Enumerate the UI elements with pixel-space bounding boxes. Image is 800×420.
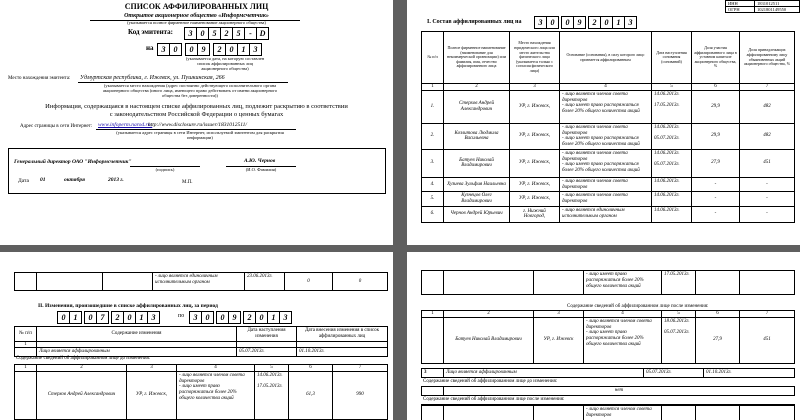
location-label: Место нахождения эмитента: bbox=[8, 76, 71, 81]
disclosure-text: с законодательством Российской Федерации о ценных бумагах bbox=[109, 111, 284, 118]
col-header: Доля участия аффилированного лица в уставном капитале акционерного общества, % bbox=[692, 32, 740, 84]
location-caption: акционерного общества (иного лица, имеющего право действовать от имени акционерного bbox=[102, 88, 278, 93]
page-2 bbox=[407, 0, 800, 245]
table-row: 2. Козлитова Людмила Васильевна УР, г. Ижевск, - лицо является членом совета директоров - лицо имеет право распоряжаться более 20% общего количества акций 14.06.2013г. 05.07.2013г. 29,9 482 bbox=[422, 123, 795, 149]
page-3 bbox=[0, 252, 393, 420]
web-caption: (указывается адрес страницы в сети Интернет, используемой эмитентом для раскрытия bbox=[116, 130, 284, 135]
period-from-boxes: 0 1 0 7 2 0 1 3 bbox=[58, 311, 160, 324]
change3-table bbox=[421, 368, 795, 378]
sign-date-year: 2013 г. bbox=[108, 177, 124, 183]
list-title: СПИСОК АФФИЛИРОВАННЫХ ЛИЦ bbox=[124, 2, 269, 11]
col-header: Основание (основания), в силу которого лицо признается аффилированным bbox=[560, 32, 652, 84]
table-row: 4. Хузиева Зульфия Наильевна УР, г. Ижевск, - лицо является членом совета директоров 14.06.2013г. - - bbox=[422, 177, 795, 192]
continued-table: - лицо имеет право распоряжаться более 20% общего количества акций 17.05.2013г. bbox=[421, 270, 795, 295]
sign-date-month: октября bbox=[64, 177, 85, 183]
after-table-2: - лицо является членом совета директоров bbox=[421, 404, 795, 420]
continued-table: - лицо является единоличным исполнительным органом 23.06.2013г. 0 0 bbox=[14, 272, 388, 291]
page-4 bbox=[407, 252, 800, 420]
col-header: Дата наступления основания (оснований) bbox=[652, 32, 692, 84]
before-table: 1 2 3 4 5 6 7 Стерхов Андрей Александрович УР, г. Ижевск, - лицо является членом совета директоров - лицо имеет право распоряжаться более 20% общего количества акций 14.06.2013г. 17.05.2013г. 61,3 990 bbox=[14, 364, 388, 420]
period-to-boxes: 3 0 0 9 2 0 1 3 bbox=[190, 311, 292, 324]
issuer-code-label: Код эмитента: bbox=[128, 28, 174, 36]
changes-table: № п/п Содержание изменения Дата наступления изменения Дата внесения изменения в список аффилированных лиц 1 Лицо является аффилированным 05.07.2013г. 01.10.2013г. bbox=[14, 326, 388, 357]
web-label: Адрес страницы в сети Интернет: bbox=[20, 124, 93, 129]
before-label: Содержание сведений об аффилированном лице до изменения: bbox=[423, 379, 558, 384]
location-value: Удмуртская республика, г. Ижевск, ул. Пушкинская, 266 bbox=[80, 75, 225, 81]
table-row: 1. Стерхов Андрей Александрович УР, г. Ижевск, - лицо является членом совета директоров - лицо имеет право распоряжаться более 20% общего количества акций 14.06.2013г. 17.05.2013г. 29,9 482 bbox=[422, 90, 795, 123]
on-date-label: на bbox=[146, 44, 154, 52]
col-header: Место нахождения юридического лица или место жительства физического лица (указывается только с согласия физического лица) bbox=[510, 32, 560, 84]
changes-title: II. Изменения, произошедшие в списке аффилированных лиц, за период bbox=[38, 303, 218, 309]
web-link-1[interactable]: www.infoperm.narod.ru; bbox=[98, 122, 153, 128]
page-1 bbox=[0, 0, 393, 245]
company-caption: (указывается полное фирменное наименование акционерного общества) bbox=[127, 20, 266, 25]
list-date-boxes: 3 0 0 9 2 0 1 3 bbox=[158, 43, 262, 56]
signer-position: Генеральный директор ОАО "Информсчетчик" bbox=[14, 159, 132, 165]
sign-caption: (подпись) bbox=[155, 167, 175, 172]
company-name: Открытое акционерное общество «Информсчетчик» bbox=[124, 13, 269, 19]
date-caption: (указывается дата, на которую составлен bbox=[185, 56, 265, 61]
web-link-2[interactable]: http://www.disclosure.ru/issuer/1831012511/ bbox=[148, 122, 247, 128]
web-caption: информации) bbox=[187, 135, 213, 140]
location-caption: общества без доверенности)) bbox=[162, 93, 218, 98]
codes-table: ИНН 1831012511 ОГРН 1021801149550 bbox=[725, 0, 800, 13]
composition-date-boxes: 3 0 0 9 2 0 1 3 bbox=[535, 16, 637, 29]
col-header: Полное фирменное наименование (наименование для некоммерческой организации) или фамилия, имя, отчество аффилированного лица bbox=[444, 32, 510, 84]
table-row: Стерхов Андрей Александрович УР, г. Ижевск, - лицо является членом совета директоров - лицо имеет право распоряжаться более 20% общего количества акций 14.06.2013г. 17.05.2013г. 61,3 990 bbox=[15, 371, 388, 419]
sign-date-label: Дата bbox=[18, 178, 29, 184]
date-caption: акционерного общества) bbox=[201, 66, 249, 71]
table-row: 3 Лицо является аффилированным 05.07.2013г. 01.10.2013г. bbox=[422, 369, 795, 378]
col-header: Доля принадлежащих аффилированному лицу обыкновенных акций акционерного общества, % bbox=[740, 32, 795, 84]
name-caption: (И.О. Фамилия) bbox=[245, 167, 277, 172]
table-row: 6. Чернов Андрей Юрьевич г. Нижний Новгород, - лицо является единоличным исполнительным органом 14.06.2013г. - - bbox=[422, 206, 795, 222]
issuer-code-boxes: 3 0 5 2 5 - D bbox=[185, 27, 269, 40]
seal-place: М.П. bbox=[182, 180, 193, 185]
composition-title: I. Состав аффилированных лиц на bbox=[427, 19, 522, 25]
before-table-2: нет bbox=[421, 386, 795, 396]
after-table: 1 2 3 4 5 6 7 Батуев Николай Владимирович УР, г. Ижевск - лицо является членом совета директоров - лицо имеет право распоряжаться более 20% общего количества акций 18.06.2013г. 05.07.2013г. 27,9 451 bbox=[421, 310, 795, 364]
before-label: Содержание сведений об аффилированном лице до изменения: bbox=[16, 356, 151, 361]
col-header: № п/п bbox=[422, 32, 444, 84]
disclosure-text: Информация, содержащаяся в настоящем списке аффилированных лиц, подлежит раскрытию в соответствии bbox=[45, 103, 348, 110]
period-sep: по bbox=[178, 313, 185, 319]
affiliates-table: № п/п Полное фирменное наименование (наименование для некоммерческой организации) или фамилия, имя, отчество аффилированного лица Место нахождения юридического лица или место жительства физического лица (указывается только с согласия физического лица) Основание (основания), в силу которого лицо признается аффилированным Дата наступления основания (оснований) Доля участия аффилированного лица в уставном капитале акционерного общества, % Доля принадлежащих аффилированному лицу обыкновенных акций акционерного общества, % 1 2 3 4 5 6 7 1. Стерхов Андрей Александрович УР, г. Ижевск, - лицо является членом совета директоров - лицо имеет право распоряжаться более 20% общего количества акций 14.06.2013г. 17.05.2013г. 29,9 482 2. Козлитова Людмила Васильевна УР, г. Ижевск, - лицо является членом совета директоров - лицо имеет право распоряжаться более 20% общего количества акций 14.06.2013г. 05.07.2013г. 29,9 482 3. Батуев Николай Владимирович УР, г. Ижевск, - лицо является членом совета директоров - лицо имеет право распоряжаться более 20% общего количества акций 14.06.2013г. 05.07.2013г. 27,9 451 4. Хузиева Зульфия Наильевна УР, г. Ижевск, - лицо является членом совета директоров 14.06.2013г. - - 5. Кузнецов Олег Владимирович УР, г. Ижевск, - лицо является членом совета директоров 14.06.2013г. - - 6. Чернов Андрей Юрьевич г. Нижний Новгород, - лицо является единоличным исполнительным органом 14.06.2013г. - - bbox=[421, 31, 795, 223]
date-caption: список аффилированных лиц bbox=[196, 61, 254, 66]
table-row: 5. Кузнецов Олег Владимирович УР, г. Ижевск, - лицо является членом совета директоров 14.06.2013г. - - bbox=[422, 192, 795, 207]
after-label: Содержание сведений об аффилированном лице после изменения: bbox=[423, 397, 565, 402]
signer-name: А.Ю. Чернов bbox=[244, 158, 276, 164]
table-row: Батуев Николай Владимирович УР, г. Ижевск - лицо является членом совета директоров - лицо имеет право распоряжаться более 20% общего количества акций 18.06.2013г. 05.07.2013г. 27,9 451 bbox=[422, 317, 795, 363]
after-label: Содержание сведений об аффилированном лице после изменения: bbox=[567, 304, 709, 309]
table-row: Лицо является аффилированным 05.07.2013г. 01.10.2013г. bbox=[15, 348, 388, 357]
location-caption: (указывается место нахождения (адрес постоянно действующего исполнительного органа bbox=[103, 83, 277, 88]
sign-date-day: 01 bbox=[40, 177, 46, 183]
table-row: 3. Батуев Николай Владимирович УР, г. Ижевск, - лицо является членом совета директоров - лицо имеет право распоряжаться более 20% общего количества акций 14.06.2013г. 05.07.2013г. 27,9 451 bbox=[422, 149, 795, 177]
